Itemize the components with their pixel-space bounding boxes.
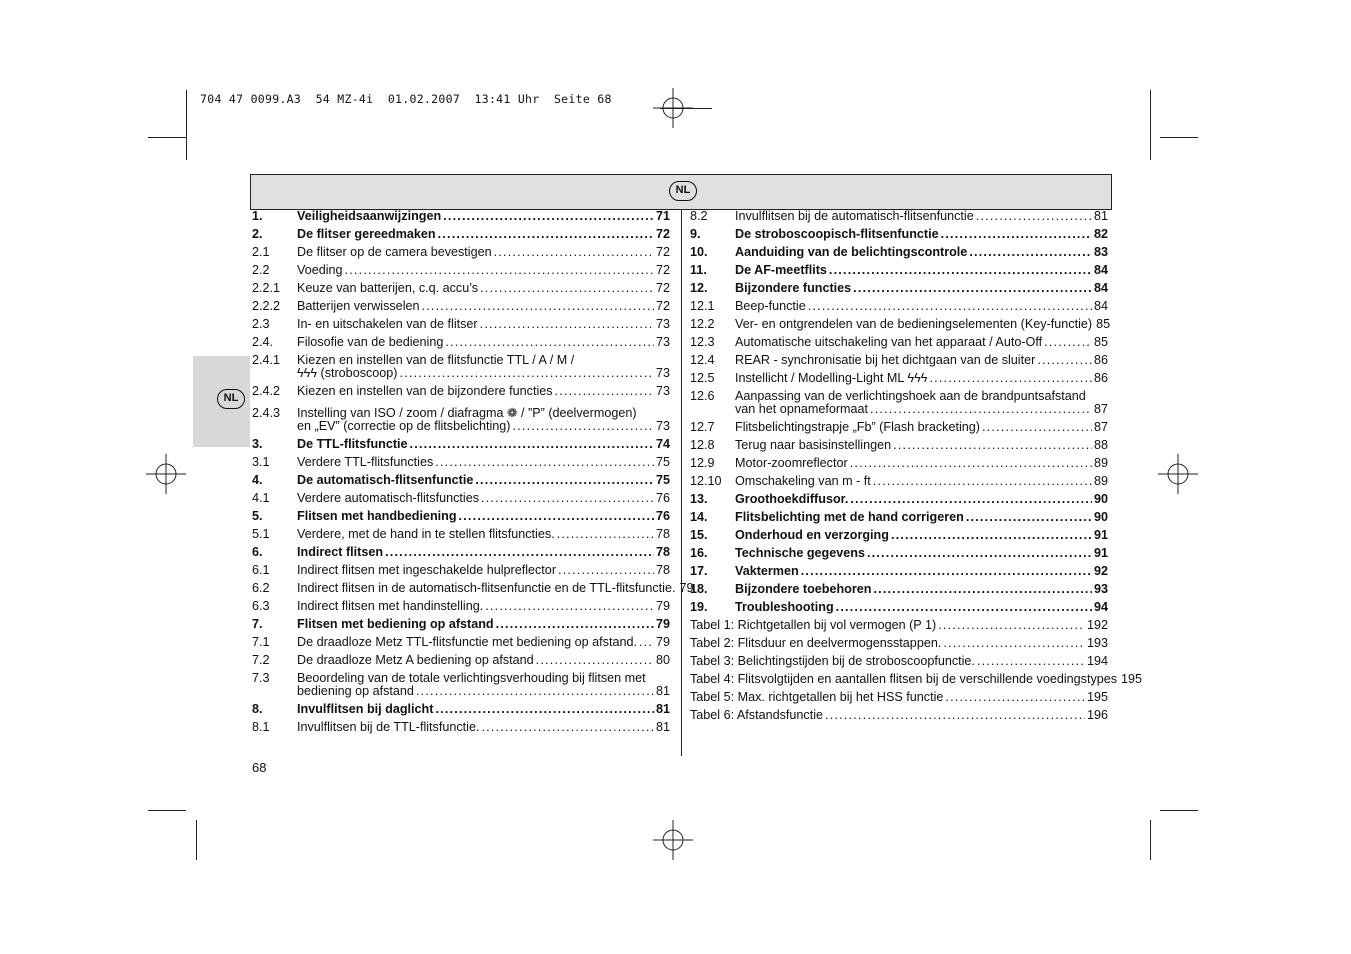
page-number: 68 — [252, 760, 267, 775]
toc-entry-number: 14. — [690, 510, 708, 524]
toc-entry-page: 72 — [655, 245, 670, 259]
toc-leader-dots — [1044, 336, 1092, 349]
toc-entry-number: 1. — [252, 209, 263, 223]
toc-entry-page: 75 — [655, 473, 670, 487]
toc-entry-number: 6.2 — [252, 581, 270, 595]
toc-entry-title: Groothoekdiffusor. — [735, 492, 849, 506]
toc-entry[interactable] — [252, 300, 670, 313]
toc-leader-dots — [555, 385, 654, 398]
toc-entry[interactable] — [252, 618, 670, 631]
toc-entry-title: De flitser gereedmaken — [297, 227, 436, 241]
toc-entry-number: 8. — [252, 702, 263, 716]
toc-entry-title: De draadloze Metz A bediening op afstand — [297, 653, 534, 667]
toc-entry-title: Tabel 5: Max. richtgetallen bij het HSS functie — [690, 690, 944, 704]
registration-mark-icon — [1158, 454, 1198, 494]
toc-entry-page: 94 — [1093, 600, 1108, 614]
toc-entry[interactable] — [252, 654, 670, 667]
language-badge: NL — [669, 181, 697, 201]
toc-entry[interactable] — [690, 390, 1108, 416]
crop-mark — [196, 820, 197, 860]
toc-entry-number: 12.5 — [690, 371, 715, 385]
toc-column-left — [252, 209, 694, 734]
toc-entry-title: Invulflitsen bij de TTL-flitsfunctie. — [297, 720, 480, 734]
toc-leader-dots — [982, 421, 1092, 434]
toc-entry-number: 3.1 — [252, 455, 270, 469]
toc-entry[interactable] — [252, 672, 670, 698]
toc-entry-number: 2.2.1 — [252, 281, 281, 295]
toc-entry-number: 8.2 — [690, 209, 708, 223]
toc-entry-number: 18. — [690, 582, 708, 596]
toc-entry[interactable] — [252, 492, 670, 505]
toc-entry[interactable] — [690, 691, 1108, 704]
toc-entry-page: 76 — [655, 509, 670, 523]
toc-leader-dots — [1037, 354, 1092, 367]
toc-leader-dots — [801, 565, 1092, 578]
toc-entry-number: 12.1 — [690, 299, 715, 313]
toc-entry[interactable] — [690, 354, 1108, 367]
toc-leader-dots — [435, 456, 654, 469]
toc-entry-number: 12.4 — [690, 353, 715, 367]
toc-entry-number: 2.4.3 — [252, 406, 281, 420]
toc-leader-dots — [558, 564, 654, 577]
toc-entry-number: 2.4.2 — [252, 384, 281, 398]
toc-entry-page: 72 — [655, 299, 670, 313]
registration-mark-icon — [653, 88, 693, 128]
toc-leader-dots — [513, 420, 654, 433]
toc-entry-number: 11. — [690, 263, 707, 277]
toc-entry-page: 86 — [1093, 371, 1108, 385]
crop-mark — [1160, 810, 1198, 811]
toc-entry-title: Tabel 1: Richtgetallen bij vol vermogen (P 1) — [690, 618, 937, 632]
toc-entry-number: 15. — [690, 528, 708, 542]
toc-entry-title: Indirect flitsen — [297, 545, 384, 559]
toc-entry-number: 5.1 — [252, 527, 270, 541]
toc-entry[interactable] — [252, 528, 670, 541]
toc-entry-number: 5. — [252, 509, 263, 523]
toc-entry[interactable] — [690, 282, 1108, 295]
toc-entry-number: 3. — [252, 437, 263, 451]
toc-entry-title: De AF-meetflits — [735, 263, 827, 277]
toc-entry-title: De stroboscoopisch-flitsenfunctie — [735, 227, 939, 241]
toc-entry[interactable] — [252, 636, 670, 649]
toc-entry-title: Verdere TTL-flitsfuncties — [297, 455, 434, 469]
toc-entry-page: 72 — [655, 263, 670, 277]
toc-entry[interactable] — [252, 385, 670, 398]
toc-leader-dots — [443, 210, 654, 223]
toc-entry[interactable] — [690, 565, 1108, 578]
toc-entry-page: 91 — [1093, 546, 1108, 560]
toc-entry-title: Onderhoud en verzorging — [735, 528, 889, 542]
toc-entry-number: 12.2 — [690, 317, 715, 331]
crop-mark — [1150, 90, 1151, 160]
toc-entry[interactable] — [690, 511, 1108, 524]
toc-entry-page: 90 — [1093, 510, 1108, 524]
toc-entry-page: 81 — [1093, 209, 1108, 223]
toc-entry-number: 19. — [690, 600, 708, 614]
toc-entry[interactable] — [252, 438, 670, 451]
toc-entry-number: 7.2 — [252, 653, 270, 667]
toc-entry[interactable] — [252, 456, 670, 469]
toc-entry-title: Omschakeling van m - ft — [735, 474, 871, 488]
toc-entry[interactable] — [690, 583, 1108, 596]
toc-entry-page: 193 — [1086, 636, 1108, 650]
toc-entry-number: 2.3 — [252, 317, 270, 331]
toc-entry-title: Bijzondere functies — [735, 281, 852, 295]
toc-entry-title: Automatische uitschakeling van het apparaat / Auto-Off — [735, 335, 1043, 349]
toc-entry-page: 91 — [1093, 528, 1108, 542]
toc-entry-page: 84 — [1093, 281, 1108, 295]
toc-entry-title: Filosofie van de bediening — [297, 335, 444, 349]
toc-entry-page: 89 — [1093, 474, 1108, 488]
toc-entry-page: 90 — [1093, 492, 1108, 506]
toc-entry-number: 8.1 — [252, 720, 270, 734]
toc-entry-page: 195 — [1121, 672, 1143, 686]
toc-leader-dots — [494, 246, 654, 259]
toc-entry-title: Vaktermen — [735, 564, 799, 578]
toc-entry[interactable] — [252, 354, 670, 380]
toc-entry-page: 93 — [1093, 582, 1108, 596]
toc-leader-dots — [853, 282, 1092, 295]
crop-mark — [186, 90, 187, 160]
toc-leader-dots — [410, 438, 654, 451]
toc-leader-dots — [969, 246, 1092, 259]
toc-leader-dots — [850, 457, 1092, 470]
toc-entry-page: 192 — [1086, 618, 1108, 632]
toc-leader-dots — [929, 372, 1092, 385]
toc-entry[interactable] — [252, 407, 670, 433]
toc-entry[interactable] — [252, 264, 670, 277]
toc-entry-page: 196 — [1086, 708, 1108, 722]
toc-entry-title: Flitsbelichtingstrapje „Fb” (Flash bracketing) — [735, 420, 980, 434]
toc-entry-number: 12.3 — [690, 335, 715, 349]
toc-entry-number: 2. — [252, 227, 263, 241]
toc-entry[interactable] — [252, 600, 670, 613]
toc-entry[interactable] — [690, 300, 1108, 313]
toc-leader-dots — [345, 264, 654, 277]
toc-entry[interactable] — [252, 246, 670, 259]
toc-entry-title: De TTL-flitsfunctie — [297, 437, 408, 451]
toc-entry-page: 78 — [655, 527, 670, 541]
toc-entry-page: 75 — [655, 455, 670, 469]
toc-entry-title: Batterijen verwisselen — [297, 299, 420, 313]
toc-entry-title: Tabel 3: Belichtingstijden bij de stroboscoopfunctie. — [690, 654, 975, 668]
toc-entry-title: Motor-zoomreflector — [735, 456, 848, 470]
toc-entry-number: 12. — [690, 281, 708, 295]
toc-entry[interactable] — [252, 703, 670, 716]
toc-entry-title: De automatisch-flitsenfunctie — [297, 473, 474, 487]
toc-entry-title: Kiezen en instellen van de bijzondere functies — [297, 384, 553, 398]
toc-entry-page: 87 — [1093, 420, 1108, 434]
toc-entry-title: Voeding — [297, 263, 343, 277]
toc-leader-dots — [557, 528, 654, 541]
toc-entry-title: Troubleshooting — [735, 600, 834, 614]
toc-leader-dots — [480, 318, 654, 331]
toc-leader-dots — [941, 228, 1092, 241]
toc-leader-dots — [893, 439, 1092, 452]
toc-entry-number: 7.1 — [252, 635, 270, 649]
toc-entry-page: 73 — [655, 317, 670, 331]
toc-entry-title: Terug naar basisinstellingen — [735, 438, 892, 452]
toc-entry-title: Tabel 4: Flitsvolgtijden en aantallen flitsen bij de verschillende voedingstypes — [690, 672, 1118, 686]
toc-entry-title: Indirect flitsen met handinstelling. — [297, 599, 484, 613]
toc-entry-title: Bijzondere toebehoren — [735, 582, 872, 596]
toc-entry-title: ϟϟϟ (stroboscoop) — [297, 366, 398, 380]
toc-entry-number: 4.1 — [252, 491, 270, 505]
toc-entry-number: 12.6 — [690, 389, 715, 403]
side-language-badge: NL — [217, 389, 245, 409]
toc-entry-title: Invulflitsen bij de automatisch-flitsenfunctie — [735, 209, 974, 223]
toc-entry[interactable] — [690, 246, 1108, 259]
toc-entry[interactable] — [690, 336, 1108, 349]
toc-entry-title-line: Kiezen en instellen van de flitsfunctie TTL / A / M / — [297, 353, 575, 367]
toc-entry-page: 72 — [655, 281, 670, 295]
toc-leader-dots — [829, 264, 1092, 277]
toc-entry-number: 2.4.1 — [252, 353, 281, 367]
toc-entry-page: 88 — [1093, 438, 1108, 452]
toc-leader-dots — [459, 510, 654, 523]
toc-entry-page: 79 — [655, 617, 670, 631]
toc-leader-dots — [867, 547, 1092, 560]
toc-entry-page: 73 — [655, 419, 670, 433]
toc-leader-dots — [808, 300, 1092, 313]
toc-entry[interactable] — [252, 210, 670, 223]
toc-entry-title: Tabel 2: Flitsduur en deelvermogensstappen. — [690, 636, 942, 650]
toc-entry-number: 6.1 — [252, 563, 270, 577]
registration-mark-icon — [653, 820, 693, 860]
toc-leader-dots — [496, 618, 654, 631]
toc-entry-title: Beep-functie — [735, 299, 806, 313]
language-header-bar — [250, 174, 1112, 210]
registration-mark-icon — [146, 454, 186, 494]
toc-entry-title: Technische gegevens — [735, 546, 865, 560]
toc-entry-title: Indirect flitsen in de automatisch-flitsenfunctie en de TTL-flitsfunctie. — [297, 581, 676, 595]
toc-entry-title: bediening op afstand — [297, 684, 414, 698]
toc-entry-number: 10. — [690, 245, 708, 259]
toc-entry-title-line: Beoordeling van de totale verlichtingsverhouding bij flitsen met — [297, 671, 646, 685]
toc-leader-dots — [938, 619, 1085, 632]
toc-leader-dots — [891, 529, 1092, 542]
crop-mark — [1160, 137, 1198, 138]
toc-entry-number: 12.7 — [690, 420, 715, 434]
toc-entry-title: Ver- en ontgrendelen van de bedieningselementen (Key-functie) — [735, 317, 1093, 331]
toc-entry[interactable] — [690, 228, 1108, 241]
toc-entry-page: 86 — [1093, 353, 1108, 367]
toc-entry[interactable] — [252, 336, 670, 349]
column-divider — [681, 210, 682, 756]
toc-entry-number: 9. — [690, 227, 701, 241]
toc-leader-dots — [873, 475, 1092, 488]
toc-entry[interactable] — [252, 318, 670, 331]
toc-entry-page: 79 — [679, 581, 694, 595]
toc-entry-page: 84 — [1093, 263, 1108, 277]
toc-entry-title: en „EV” (correctie op de flitsbelichting) — [297, 419, 511, 433]
toc-entry-page: 87 — [1093, 402, 1108, 416]
toc-entry-page: 81 — [655, 720, 670, 734]
toc-leader-dots — [485, 600, 654, 613]
toc-leader-dots — [850, 493, 1092, 506]
toc-leader-dots — [481, 492, 654, 505]
toc-entry-number: 2.2.2 — [252, 299, 281, 313]
toc-leader-dots — [945, 691, 1085, 704]
toc-entry-page: 78 — [655, 563, 670, 577]
toc-leader-dots — [536, 654, 654, 667]
toc-entry-number: 7.3 — [252, 671, 270, 685]
toc-entry-number: 2.2 — [252, 263, 270, 277]
toc-entry-page: 72 — [655, 227, 670, 241]
toc-entry-page: 85 — [1096, 317, 1111, 331]
toc-entry-page: 73 — [655, 384, 670, 398]
toc-entry-number: 2.1 — [252, 245, 270, 259]
toc-entry-title: De flitser op de camera bevestigen — [297, 245, 492, 259]
toc-entry[interactable] — [252, 474, 670, 487]
toc-entry-page: 79 — [655, 599, 670, 613]
toc-entry[interactable] — [690, 317, 1111, 331]
toc-leader-dots — [438, 228, 654, 241]
toc-entry[interactable] — [690, 529, 1108, 542]
toc-entry-page: 194 — [1086, 654, 1108, 668]
toc-entry[interactable] — [690, 601, 1108, 614]
toc-leader-dots — [976, 210, 1092, 223]
toc-entry-page: 81 — [655, 702, 670, 716]
toc-entry-title: Verdere automatisch-flitsfuncties — [297, 491, 479, 505]
toc-leader-dots — [873, 583, 1092, 596]
toc-entry[interactable] — [252, 564, 670, 577]
toc-entry[interactable] — [252, 721, 670, 734]
toc-leader-dots — [977, 655, 1085, 668]
toc-entry[interactable] — [690, 655, 1108, 668]
toc-leader-dots — [480, 282, 654, 295]
toc-entry-title: Keuze van batterijen, c.q. accu’s — [297, 281, 479, 295]
toc-leader-dots — [475, 474, 654, 487]
toc-entry[interactable] — [252, 581, 694, 595]
toc-entry-title: Flitsbelichting met de hand corrigeren — [735, 510, 964, 524]
toc-entry-number: 6. — [252, 545, 263, 559]
toc-entry-number: 4. — [252, 473, 263, 487]
toc-entry-title: Verdere, met de hand in te stellen flitsfuncties. — [297, 527, 555, 541]
toc-entry-title: Veiligheidsaanwijzingen — [297, 209, 442, 223]
crop-mark — [148, 810, 186, 811]
toc-entry-title: Indirect flitsen met ingeschakelde hulpreflector — [297, 563, 557, 577]
toc-entry[interactable] — [690, 493, 1108, 506]
toc-entry-title: De draadloze Metz TTL-flitsfunctie met bediening op afstand. — [297, 635, 637, 649]
toc-leader-dots — [445, 336, 654, 349]
toc-entry-page: 73 — [655, 335, 670, 349]
toc-entry-number: 7. — [252, 617, 263, 631]
crop-mark — [148, 137, 186, 138]
toc-entry-page: 82 — [1093, 227, 1108, 241]
toc-entry[interactable] — [690, 637, 1108, 650]
toc-entry[interactable] — [690, 439, 1108, 452]
toc-entry-number: 6.3 — [252, 599, 270, 613]
toc-entry-title: REAR - synchronisatie bij het dichtgaan van de sluiter — [735, 353, 1036, 367]
toc-leader-dots — [966, 511, 1092, 524]
toc-entry-title: Instellicht / Modelling-Light ML ϟϟϟ — [735, 371, 928, 385]
toc-leader-dots — [385, 546, 654, 559]
toc-entry[interactable] — [690, 672, 1143, 686]
toc-entry-title: Flitsen met bediening op afstand — [297, 617, 494, 631]
toc-leader-dots — [481, 721, 654, 734]
toc-entry-title: van het opnameformaat — [735, 402, 869, 416]
toc-entry-number: 12.8 — [690, 438, 715, 452]
toc-entry-title-line: Aanpassing van de verlichtingshoek aan de brandpuntsafstand — [735, 389, 1086, 403]
print-slug: 704 47 0099.A3 54 MZ-4i 01.02.2007 13:41 Uhr Seite 68 — [200, 92, 612, 106]
toc-entry-page: 84 — [1093, 299, 1108, 313]
toc-entry-page: 92 — [1093, 564, 1108, 578]
toc-leader-dots — [416, 685, 654, 698]
toc-entry[interactable] — [690, 709, 1108, 722]
toc-entry-title: Invulflitsen bij daglicht — [297, 702, 434, 716]
toc-entry-page: 71 — [655, 209, 670, 223]
toc-entry-number: 16. — [690, 546, 708, 560]
toc-entry-page: 79 — [655, 635, 670, 649]
toc-entry[interactable] — [690, 372, 1108, 385]
toc-entry[interactable] — [690, 264, 1108, 277]
toc-entry-title: In- en uitschakelen van de flitser — [297, 317, 478, 331]
toc-entry-number: 2.4. — [252, 335, 274, 349]
toc-entry-title: Flitsen met handbediening — [297, 509, 457, 523]
toc-entry-page: 80 — [655, 653, 670, 667]
toc-entry-number: 12.9 — [690, 456, 715, 470]
toc-leader-dots — [870, 403, 1092, 416]
toc-entry-number: 13. — [690, 492, 708, 506]
toc-entry[interactable] — [690, 421, 1108, 434]
toc-leader-dots — [825, 709, 1085, 722]
toc-entry-page: 85 — [1093, 335, 1108, 349]
side-language-tab — [193, 356, 250, 447]
toc-entry-number: 12.10 — [690, 474, 722, 488]
toc-entry-page: 74 — [655, 437, 670, 451]
toc-entry[interactable] — [690, 475, 1108, 488]
toc-entry[interactable] — [252, 510, 670, 523]
toc-entry-title-line: Instelling van ISO / zoom / diafragma ❁ / ”P” (deelvermogen) — [297, 406, 637, 420]
toc-leader-dots — [400, 367, 654, 380]
toc-entry[interactable] — [690, 457, 1108, 470]
toc-leader-dots — [422, 300, 654, 313]
toc-entry-page: 89 — [1093, 456, 1108, 470]
toc-entry-number: 17. — [690, 564, 708, 578]
toc-column-right — [690, 209, 1143, 722]
toc-entry-page: 81 — [655, 684, 670, 698]
toc-entry[interactable] — [690, 547, 1108, 560]
toc-entry[interactable] — [252, 282, 670, 295]
toc-entry-page: 78 — [655, 545, 670, 559]
toc-entry-page: 195 — [1086, 690, 1108, 704]
toc-entry[interactable] — [690, 619, 1108, 632]
toc-entry-page: 76 — [655, 491, 670, 505]
toc-entry[interactable] — [690, 210, 1108, 223]
toc-leader-dots — [435, 703, 654, 716]
toc-entry[interactable] — [252, 228, 670, 241]
toc-leader-dots — [836, 601, 1092, 614]
toc-entry-page: 73 — [655, 366, 670, 380]
toc-leader-dots — [943, 637, 1085, 650]
toc-entry[interactable] — [252, 546, 670, 559]
crop-mark — [1150, 820, 1151, 860]
toc-entry-title: Aanduiding van de belichtingscontrole — [735, 245, 968, 259]
toc-entry-title: Tabel 6: Afstandsfunctie — [690, 708, 824, 722]
toc-leader-dots — [639, 636, 654, 649]
toc-entry-page: 83 — [1093, 245, 1108, 259]
